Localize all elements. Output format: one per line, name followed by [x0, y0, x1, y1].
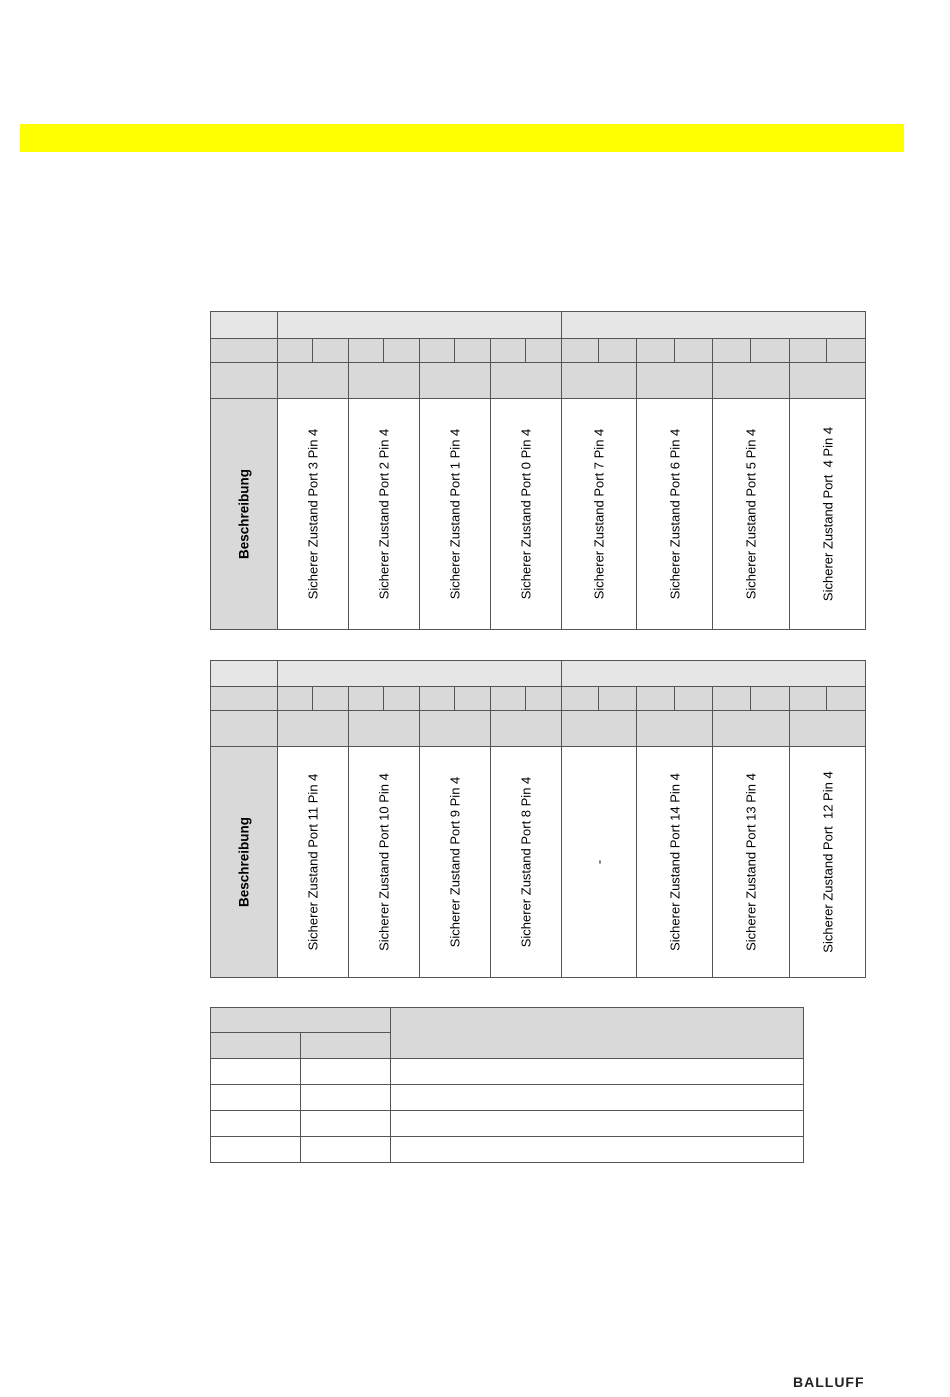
description-text: Sicherer Zustand Port 0 Pin 4: [518, 428, 534, 600]
bit-cell: [349, 339, 384, 363]
bit-cell: [313, 339, 349, 363]
bit-cell: [420, 339, 455, 363]
description-label-cell: [211, 399, 278, 630]
balluff-logo: BALLUFF: [793, 1374, 865, 1390]
value-cell: [211, 1085, 301, 1111]
description-text: Sicherer Zustand Port 14 Pin 4: [667, 773, 682, 951]
description-text: Sicherer Zustand Port 8 Pin 4: [518, 776, 534, 948]
meaning-header-cell: [391, 1008, 804, 1059]
description-cell: [278, 399, 349, 630]
description-cell: [562, 747, 637, 978]
name-cell: [790, 363, 866, 399]
description-cell: [491, 747, 562, 978]
description-text: Sicherer Zustand Port 13 Pin 4: [743, 773, 759, 951]
description-cell: [713, 747, 790, 978]
description-cell: [349, 399, 420, 630]
bit-cell: [637, 339, 675, 363]
value-cell: [211, 1059, 301, 1085]
description-text: Sicherer Zustand Port 3 Pin 4: [305, 428, 321, 600]
byte-header-cell: [278, 312, 562, 339]
bit-cell: [790, 687, 827, 711]
value-subheader-cell: [211, 1033, 301, 1059]
description-cell: [713, 399, 790, 630]
bit-cell: [455, 339, 491, 363]
name-cell: [562, 711, 637, 747]
name-cell: [349, 363, 420, 399]
bit-label-cell: [211, 687, 278, 711]
value-subheader-cell: [301, 1033, 391, 1059]
description-text: Sicherer Zustand Port 1 Pin 4: [447, 428, 463, 600]
byte-header-cell: [562, 312, 866, 339]
description-label: Beschreibung: [236, 816, 252, 908]
bit-cell: [526, 339, 562, 363]
byte-header-cell: [562, 661, 866, 687]
bit-cell: [384, 339, 420, 363]
name-label-cell: [211, 711, 278, 747]
description-cell: [790, 747, 866, 978]
highlight-bar: [20, 124, 904, 152]
value-table: [210, 1007, 804, 1163]
description-cell: [562, 399, 637, 630]
name-cell: [790, 711, 866, 747]
byte-label-cell: [211, 312, 278, 339]
bit-cell: [526, 687, 562, 711]
name-cell: [491, 363, 562, 399]
bit-cell: [278, 339, 313, 363]
meaning-cell: [391, 1059, 804, 1085]
description-text: Sicherer Zustand Port 6 Pin 4: [667, 428, 682, 600]
bit-cell: [384, 687, 420, 711]
bit-cell: [675, 687, 713, 711]
description-cell: [790, 399, 866, 630]
bit-cell: [713, 339, 751, 363]
value-cell: [301, 1111, 391, 1137]
bit-cell: [420, 687, 455, 711]
name-cell: [491, 711, 562, 747]
bit-cell: [637, 687, 675, 711]
description-cell: [420, 399, 491, 630]
description-text: Sicherer Zustand Port 5 Pin 4: [743, 428, 759, 600]
bit-cell: [751, 687, 790, 711]
description-text: -: [591, 859, 607, 865]
value-cell: [211, 1137, 301, 1163]
name-cell: [420, 711, 491, 747]
bit-label-cell: [211, 339, 278, 363]
description-cell: [637, 399, 713, 630]
description-text: Sicherer Zustand Port 9 Pin 4: [447, 776, 463, 948]
bit-cell: [713, 687, 751, 711]
value-cell: [211, 1111, 301, 1137]
bit-cell: [491, 339, 526, 363]
bit-cell: [349, 687, 384, 711]
byte-label-cell: [211, 661, 278, 687]
bit-cell: [599, 687, 637, 711]
name-cell: [637, 363, 713, 399]
byte-header-cell: [278, 661, 562, 687]
bit-cell: [313, 687, 349, 711]
value-cell: [301, 1085, 391, 1111]
name-cell: [713, 363, 790, 399]
meaning-cell: [391, 1111, 804, 1137]
description-text: Sicherer Zustand Port 4 Pin 4: [820, 426, 835, 602]
register-table-2: [210, 660, 866, 978]
name-cell: [713, 711, 790, 747]
value-cell: [301, 1059, 391, 1085]
bit-cell: [790, 339, 827, 363]
bit-cell: [751, 339, 790, 363]
name-cell: [278, 363, 349, 399]
bit-cell: [455, 687, 491, 711]
bit-cell: [675, 339, 713, 363]
value-header-cell: [211, 1008, 391, 1033]
bit-cell: [278, 687, 313, 711]
description-text: Sicherer Zustand Port 11 Pin 4: [305, 773, 321, 951]
description-label-cell: [211, 747, 278, 978]
register-table-1: [210, 311, 866, 630]
name-cell: [420, 363, 491, 399]
meaning-cell: [391, 1137, 804, 1163]
description-text: Sicherer Zustand Port 12 Pin 4: [820, 771, 835, 953]
bit-cell: [562, 339, 599, 363]
description-text: Sicherer Zustand Port 2 Pin 4: [376, 428, 392, 600]
value-cell: [301, 1137, 391, 1163]
description-cell: [349, 747, 420, 978]
description-text: Sicherer Zustand Port 7 Pin 4: [591, 428, 607, 600]
description-cell: [637, 747, 713, 978]
bit-cell: [562, 687, 599, 711]
name-cell: [278, 711, 349, 747]
description-label: Beschreibung: [236, 468, 252, 560]
bit-cell: [827, 687, 866, 711]
bit-cell: [491, 687, 526, 711]
bit-cell: [827, 339, 866, 363]
name-cell: [637, 711, 713, 747]
name-cell: [349, 711, 420, 747]
bit-cell: [599, 339, 637, 363]
description-cell: [491, 399, 562, 630]
description-cell: [420, 747, 491, 978]
name-label-cell: [211, 363, 278, 399]
description-text: Sicherer Zustand Port 10 Pin 4: [376, 773, 392, 951]
meaning-cell: [391, 1085, 804, 1111]
description-cell: [278, 747, 349, 978]
name-cell: [562, 363, 637, 399]
